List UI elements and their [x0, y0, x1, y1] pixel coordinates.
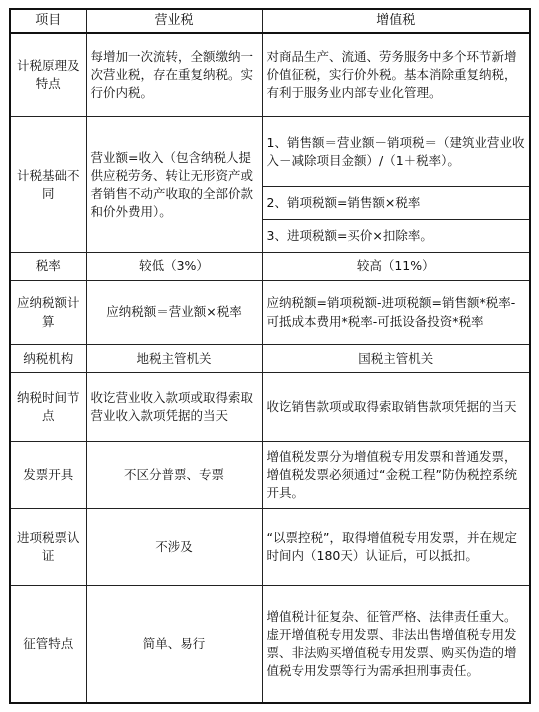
table-row [10, 586, 530, 703]
table-row [10, 508, 530, 585]
vat-cell: 增值税计征复杂、征管严格、法律责任重大。虚开增值税专用发票、非法出售增值税专用发票、非法购买增值税专用发票、购买伪造的增值税专用发票等行为需承担刑事责任。 [262, 586, 530, 703]
row-label: 征管特点 [10, 586, 86, 703]
vat-cell: 国税主管机关 [262, 345, 530, 372]
vat-cell: 增值税发票分为增值税专用发票和普通发票，增值税发票必须通过“金税工程”防伪税控系统开具。 [262, 441, 530, 508]
header-item: 项目 [10, 9, 86, 33]
business-cell: 收讫营业收入款项或取得索取营业收入款项凭据的当天 [86, 372, 262, 441]
row-label: 发票开具 [10, 441, 86, 508]
table-row [10, 441, 530, 508]
business-cell: 每增加一次流转，全额缴纳一次营业税，存在重复纳税。实行价内税。 [86, 33, 262, 117]
row-label: 税率 [10, 253, 86, 280]
row-label: 计税基础不同 [10, 117, 86, 253]
vat-formula-1: 1、销售额＝营业额－销项税＝（建筑业营业收入－减除项目金额）/（1＋税率）。 [263, 117, 530, 187]
table-row [10, 117, 530, 253]
comparison-table [9, 8, 531, 704]
vat-cell: 对商品生产、流通、劳务服务中多个环节新增价值征税，实行价外税。基本消除重复纳税，有利于服务业内部专业化管理。 [262, 33, 530, 117]
document-page [9, 8, 529, 704]
vat-cell: “以票控税”，取得增值税专用发票，并在规定时间内（180天）认证后，可以抵扣。 [262, 508, 530, 585]
header-row [10, 9, 530, 33]
table-row [10, 253, 530, 280]
header-business-tax: 营业税 [86, 9, 262, 33]
business-cell: 不区分普票、专票 [86, 441, 262, 508]
vat-cell: 应纳税额=销项税额-进项税额=销售额*税率-可抵成本费用*税率-可抵设备投资*税率 [262, 280, 530, 345]
table-row [10, 280, 530, 345]
business-cell: 应纳税额＝营业额×税率 [86, 280, 262, 345]
row-label: 应纳税额计算 [10, 280, 86, 345]
vat-formula-3: 3、进项税额=买价×扣除率。 [266, 228, 433, 244]
table-row [10, 345, 530, 372]
row-label: 进项税票认证 [10, 508, 86, 585]
vat-cell [262, 117, 530, 253]
vat-subtable [263, 117, 530, 252]
business-cell: 简单、易行 [86, 586, 262, 703]
business-cell: 不涉及 [86, 508, 262, 585]
table-row [10, 372, 530, 441]
header-vat: 增值税 [262, 9, 530, 33]
business-cell: 较低（3%） [86, 253, 262, 280]
vat-formula-2: 2、销项税额=销售额×税率 [263, 187, 530, 220]
row-label: 纳税机构 [10, 345, 86, 372]
row-label: 计税原理及特点 [10, 33, 86, 117]
vat-cell: 收讫销售款项或取得索取销售款项凭据的当天 [262, 372, 530, 441]
vat-cell: 较高（11%） [262, 253, 530, 280]
business-cell: 地税主管机关 [86, 345, 262, 372]
table-row [10, 33, 530, 117]
row-label: 纳税时间节点 [10, 372, 86, 441]
business-cell: 营业额=收入（包含纳税人提供应税劳务、转让无形资产或者销售不动产收取的全部价款和价外费用）。 [86, 117, 262, 253]
